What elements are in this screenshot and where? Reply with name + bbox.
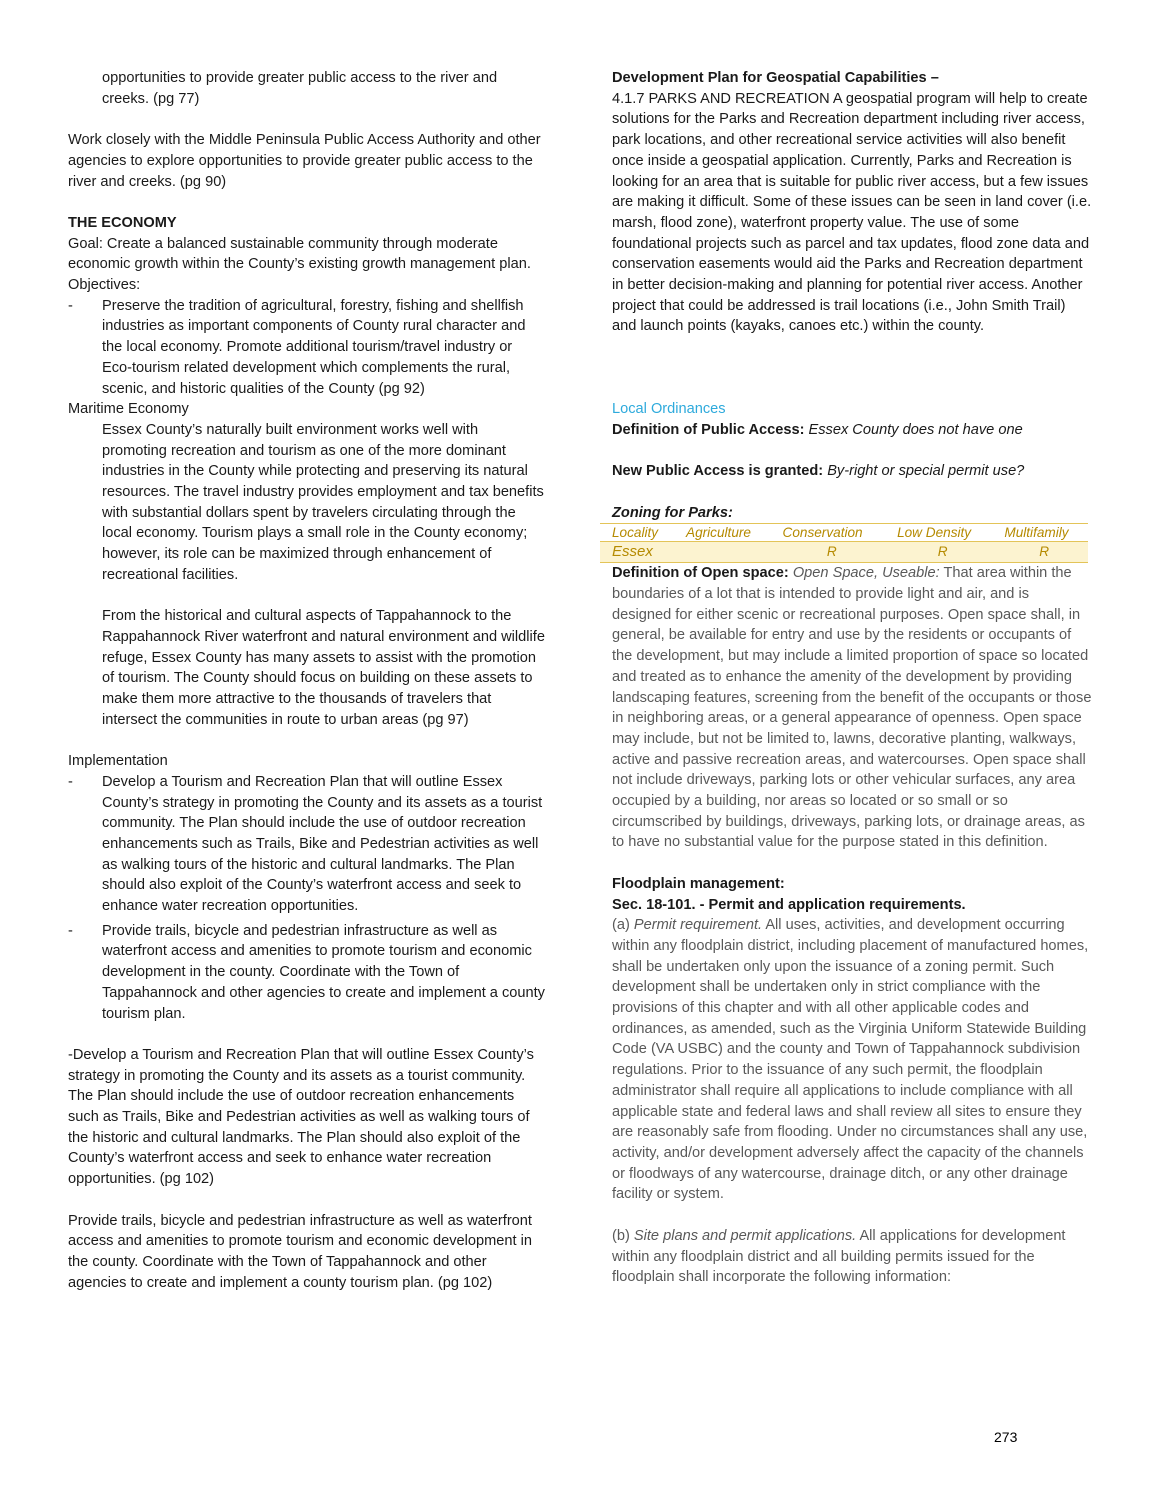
objective-item [68,296,546,400]
permit-requirement-paragraph [612,915,1092,1205]
right-column [612,68,1092,1288]
zoning-header-agriculture: Agriculture [674,524,771,542]
economy-heading: THE ECONOMY [68,214,177,231]
definition-open-space-body: That area within the boundaries of a lot that is intended to provide light and air, and is designed for either scenic or recreational purposes. Open space shall, in general, be available for entry and use by the residents or occupants of the development, but may include a limited proportion of space so located and treated as to enhance the amenity of the development by providing landscaping features, screening from the benefit of the occupants or those in neighboring areas, or a general appearance of openness. Open space may include, but not be limited to, lawns, decorative planting, walkways, active and passive recreation areas, and watercourses. Open space shall not include driveways, parking lots or other vehicular surfaces, any area occupied by a building, nor areas so located or so small or so circumscribed by buildings, driveways, parking lots, or drainage areas, as to have no substantial value for the purpose stated in this definition. [612,565,1092,851]
zoning-row-essex [600,542,1088,563]
new-public-access-label: New Public Access is granted: [612,463,824,480]
local-ordinances-heading: Local Ordinances [612,401,726,418]
objectives-label: Objectives: [68,277,141,293]
site-plans-prefix: (b) [612,1227,630,1244]
economy-goal: Goal: Create a balanced sustainable community through moderate economic growth within the County’s existing growth management plan. [68,235,531,273]
definition-open-space-term: Open Space, Useable: [792,565,940,582]
implementation-text: Provide trails, bicycle and pedestrian infrastructure as well as waterfront access and amenities to promote tourism and economic development in the county. Coordinate with the Town of Tappahannock and other agencies to create and implement a county tourism plan. [102,922,545,1022]
continued-paragraph: opportunities to provide greater public access to the river and creeks. (pg 77) [102,70,498,107]
zoning-header-conservation: Conservation [771,524,886,542]
implementation-item [68,921,546,1025]
permit-requirement-prefix: (a) [612,917,630,934]
bullet-dash: - [68,922,73,939]
section-heading: Sec. 18-101. - Permit and application requirements. [612,896,966,913]
site-plans-term: Site plans and permit applications. [633,1227,857,1244]
zoning-cell-agriculture [674,542,771,563]
definition-open-space [612,563,1092,853]
implementation-label: Implementation [68,753,168,770]
zoning-header-locality: Locality [600,524,674,542]
permit-requirement-term: Permit requirement. [633,917,763,934]
implementation-item [68,772,546,917]
zoning-title: Zoning for Parks: [612,504,733,521]
definition-open-space-label: Definition of Open space: [612,565,789,582]
paragraph-provide-trails: Provide trails, bicycle and pedestrian infrastructure as well as waterfront access and amenities to promote tourism and economic development in the county. Coordinate with the Town of Tappahannock and other agencies to create and implement a county tourism plan. (pg 102) [68,1212,532,1291]
bullet-dash: - [68,297,73,314]
maritime-label: Maritime Economy [68,401,189,418]
zoning-table [600,523,1088,563]
maritime-paragraph-1: Essex County’s naturally built environment works well with promoting recreation and tourism as one of the more dominant industries in the County while protecting and preserving its natural resources. The travel industry provides employment and tax benefits with substantial dollars spent by travelers circulating through the local economy. Tourism plays a small role in the County economy; however, its role can be maximized through enhancement of recreational facilities. [102,421,544,583]
bullet-dash: - [68,773,73,790]
definition-public-access-value: Essex County does not have one [808,421,1023,438]
zoning-cell-multifamily: R [992,542,1088,563]
new-public-access [612,461,1092,482]
new-public-access-value: By-right or special permit use? [827,463,1025,480]
definition-public-access-label: Definition of Public Access: [612,421,805,438]
floodplain-heading: Floodplain management: [612,875,785,892]
zoning-cell-locality: Essex [600,542,674,563]
site-plans-body: All applications for development within any floodplain district and all building permits issued for the floodplain shall incorporate the following information: [612,1227,1066,1286]
definition-public-access [612,420,1092,441]
objective-text: Preserve the tradition of agricultural, forestry, fishing and shellfish industries as important components of County rural character and the local economy. Promote additional tourism/travel industry or Eco-tourism related development which complements the rural, scenic, and historic qualities of the County (pg 92) [102,297,526,397]
implementation-text: Develop a Tourism and Recreation Plan that will outline Essex County’s strategy in promoting the County and its assets as a tourist community. The Plan should include the use of outdoor recreation enhancements such as Trails, Bike and Pedestrian activities as well as walking tours of the historic and cultural landmarks. The Plan should also exploit of the County’s waterfront access and seek to enhance water recreation opportunities. [102,773,543,915]
maritime-paragraph-2: From the historical and cultural aspects of Tappahannock to the Rappahannock River waterfront and natural environment and wildlife refuge, Essex County has many assets to assist with the promotion of tourism. The County should focus on building on these assets to make them more attractive to the thousands of travelers that intersect the communities in route to urban areas (pg 97) [102,608,545,728]
page-number: 273 [994,1429,1018,1445]
permit-requirement-body: All uses, activities, and development occurring within any floodplain district, including placement of manufactured homes, shall be undertaken only upon the issuance of a zoning permit. Such development shall be undertaken only in strict compliance with the provisions of this chapter and with all other applicable codes and ordinances, as amended, such as the Virginia Uniform Statewide Building Code (VA USBC) and the county and Town of Tappahannock subdivision regulations. Prior to the issuance of any such permit, the floodplain administrator shall require all applications to include compliance with all applicable state and federal laws and shall review all sites to ensure they are reasonably safe from flooding. Under no circumstances shall any use, activity, and/or development adversely affect the capacity of the channels or floodways of any watercourse, drainage ditch, or any other drainage facility or system. [612,917,1089,1203]
zoning-header-low-density: Low Density [885,524,992,542]
zoning-header-multifamily: Multifamily [992,524,1088,542]
zoning-cell-conservation: R [771,542,886,563]
zoning-cell-low-density: R [885,542,992,563]
site-plans-paragraph [612,1226,1092,1288]
zoning-header-row [600,524,1088,542]
dev-plan-body: 4.1.7 PARKS AND RECREATION A geospatial program will help to create solutions for the Parks and Recreation department including river access, park locations, and other recreational service activities will also benefit once inside a geospatial application. Currently, Parks and Recreation is looking for an area that is suitable for public river access, but a few issues are making it difficult. Some of these issues can be seen in land cover (i.e. marsh, flood zone), waterfront property value. The use of some foundational projects such as parcel and tax updates, flood zone data and conservation easements would aid the Parks and Recreation department in better decision-making and planning for potential river access. Another project that could be addressed is trail locations (i.e., John Smith Trail) and launch points (kayaks, canoes etc.) within the county. [612,90,1092,335]
dev-plan-heading: Development Plan for Geospatial Capabilities – [612,70,939,86]
paragraph-develop-plan: -Develop a Tourism and Recreation Plan that will outline Essex County’s strategy in promoting the County and its assets as a tourist community. The Plan should include the use of outdoor recreation enhancements such as Trails, Bike and Pedestrian activities as well as walking tours of the historic and cultural landmarks. The Plan should also exploit of the County’s waterfront access and seek to enhance water recreation opportunities. (pg 102) [68,1046,534,1188]
left-column [68,68,546,1293]
paragraph-public-access-authority: Work closely with the Middle Peninsula Public Access Authority and other agencies to explore opportunities to provide greater public access to the river and creeks. (pg 90) [68,132,541,190]
